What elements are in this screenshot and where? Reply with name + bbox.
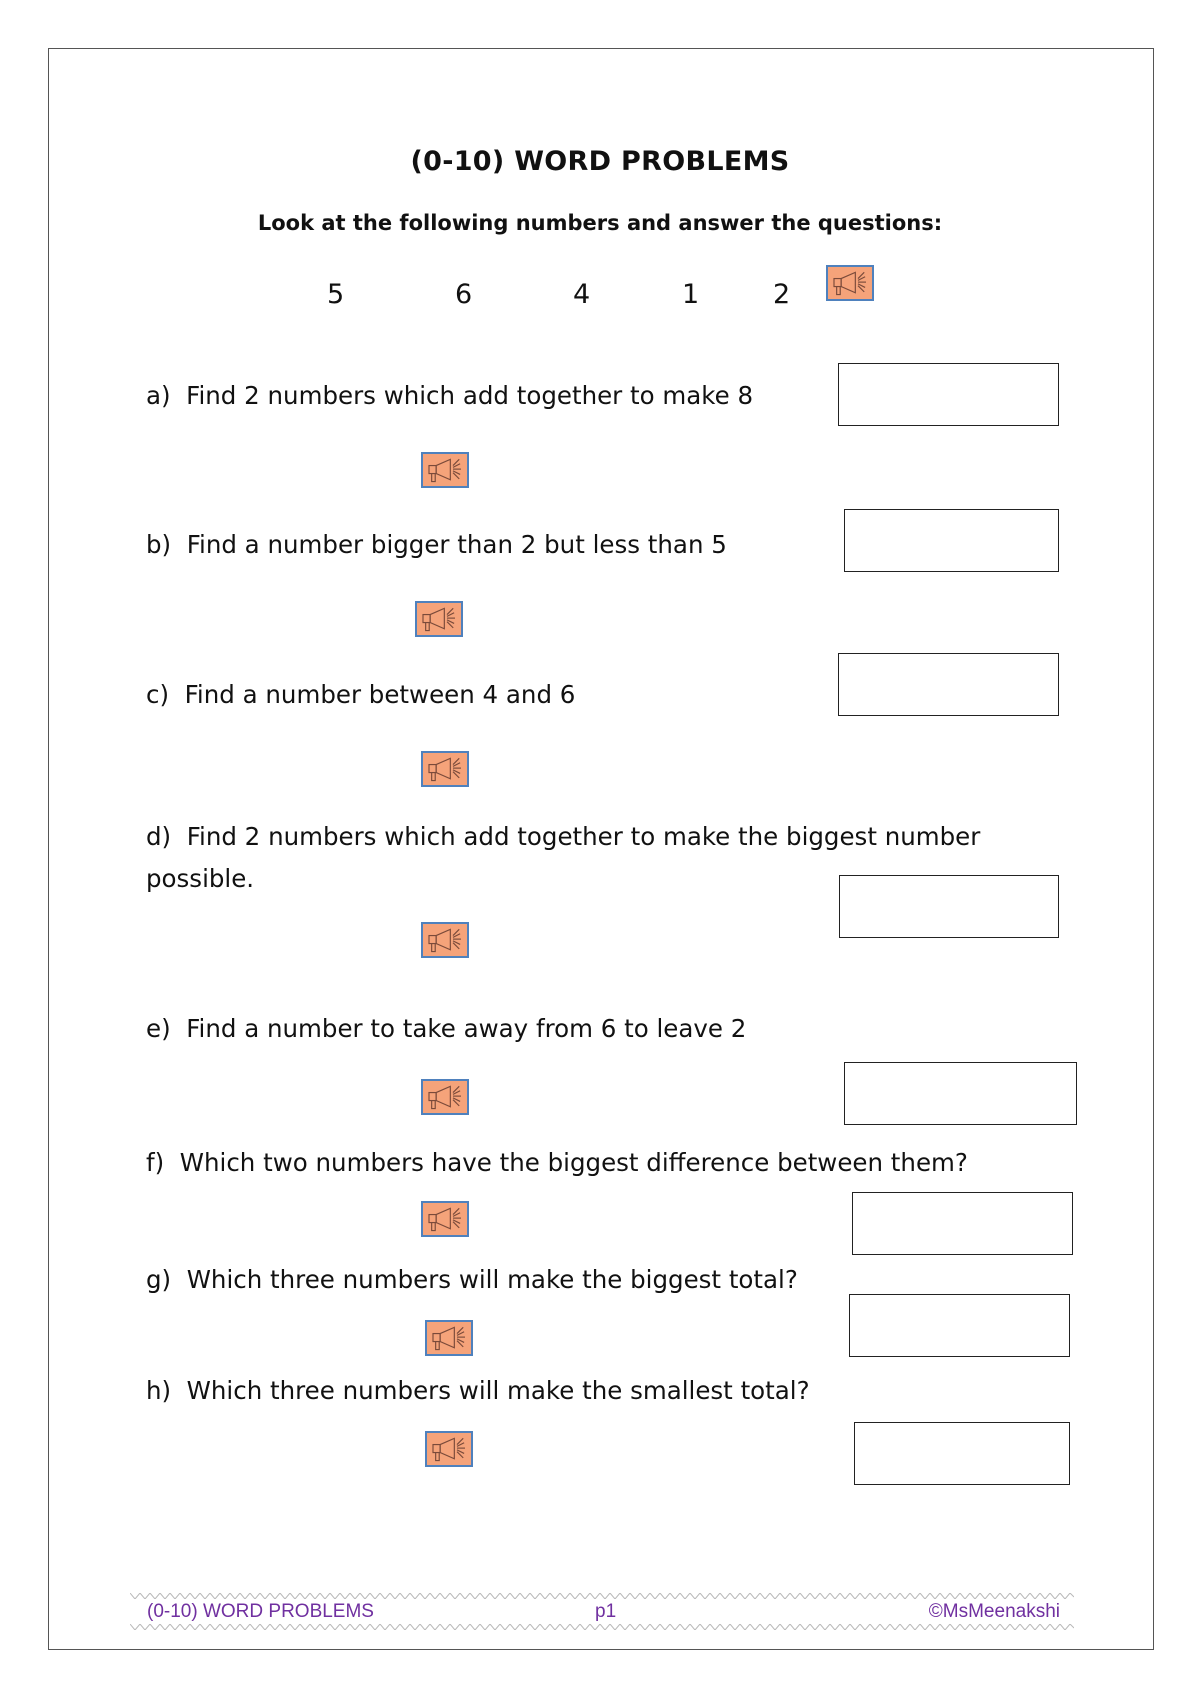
footer-border-top bbox=[130, 1593, 1074, 1599]
speaker-icon[interactable] bbox=[826, 265, 874, 301]
answer-box-d[interactable] bbox=[839, 875, 1059, 938]
question-d-line2: possible. bbox=[146, 864, 255, 893]
page-title: (0-10) WORD PROBLEMS bbox=[410, 146, 790, 177]
speaker-icon[interactable] bbox=[421, 452, 469, 488]
speaker-icon[interactable] bbox=[421, 1079, 469, 1115]
question-b: b) Find a number bigger than 2 but less than 5 bbox=[146, 530, 727, 559]
answer-box-f[interactable] bbox=[852, 1192, 1073, 1255]
number-3: 4 bbox=[573, 279, 591, 310]
speaker-icon[interactable] bbox=[421, 1201, 469, 1237]
question-h: h) Which three numbers will make the smallest total? bbox=[146, 1376, 810, 1405]
instruction-text: Look at the following numbers and answer the questions: bbox=[257, 211, 943, 235]
question-e: e) Find a number to take away from 6 to leave 2 bbox=[146, 1014, 747, 1043]
speaker-icon[interactable] bbox=[421, 751, 469, 787]
footer-title: (0-10) WORD PROBLEMS bbox=[147, 1601, 374, 1622]
answer-box-b[interactable] bbox=[844, 509, 1059, 572]
number-1: 5 bbox=[327, 279, 345, 310]
number-4: 1 bbox=[682, 279, 700, 310]
footer bbox=[130, 1593, 1074, 1629]
answer-box-g[interactable] bbox=[849, 1294, 1070, 1357]
answer-box-h[interactable] bbox=[854, 1422, 1070, 1485]
footer-page-number: p1 bbox=[595, 1601, 617, 1622]
number-5: 2 bbox=[773, 279, 791, 310]
answer-box-c[interactable] bbox=[838, 653, 1059, 716]
footer-border-bottom bbox=[130, 1624, 1074, 1630]
question-c: c) Find a number between 4 and 6 bbox=[146, 680, 576, 709]
question-g: g) Which three numbers will make the biggest total? bbox=[146, 1265, 798, 1294]
question-f: f) Which two numbers have the biggest difference between them? bbox=[146, 1148, 968, 1177]
footer-copyright: ©MsMeenakshi bbox=[928, 1601, 1060, 1622]
number-2: 6 bbox=[455, 279, 473, 310]
speaker-icon[interactable] bbox=[421, 922, 469, 958]
answer-box-e[interactable] bbox=[844, 1062, 1077, 1125]
speaker-icon[interactable] bbox=[425, 1320, 473, 1356]
speaker-icon[interactable] bbox=[415, 601, 463, 637]
question-d: d) Find 2 numbers which add together to make the biggest number bbox=[146, 822, 981, 851]
answer-box-a[interactable] bbox=[838, 363, 1059, 426]
question-a: a) Find 2 numbers which add together to make 8 bbox=[146, 381, 754, 410]
speaker-icon[interactable] bbox=[425, 1431, 473, 1467]
